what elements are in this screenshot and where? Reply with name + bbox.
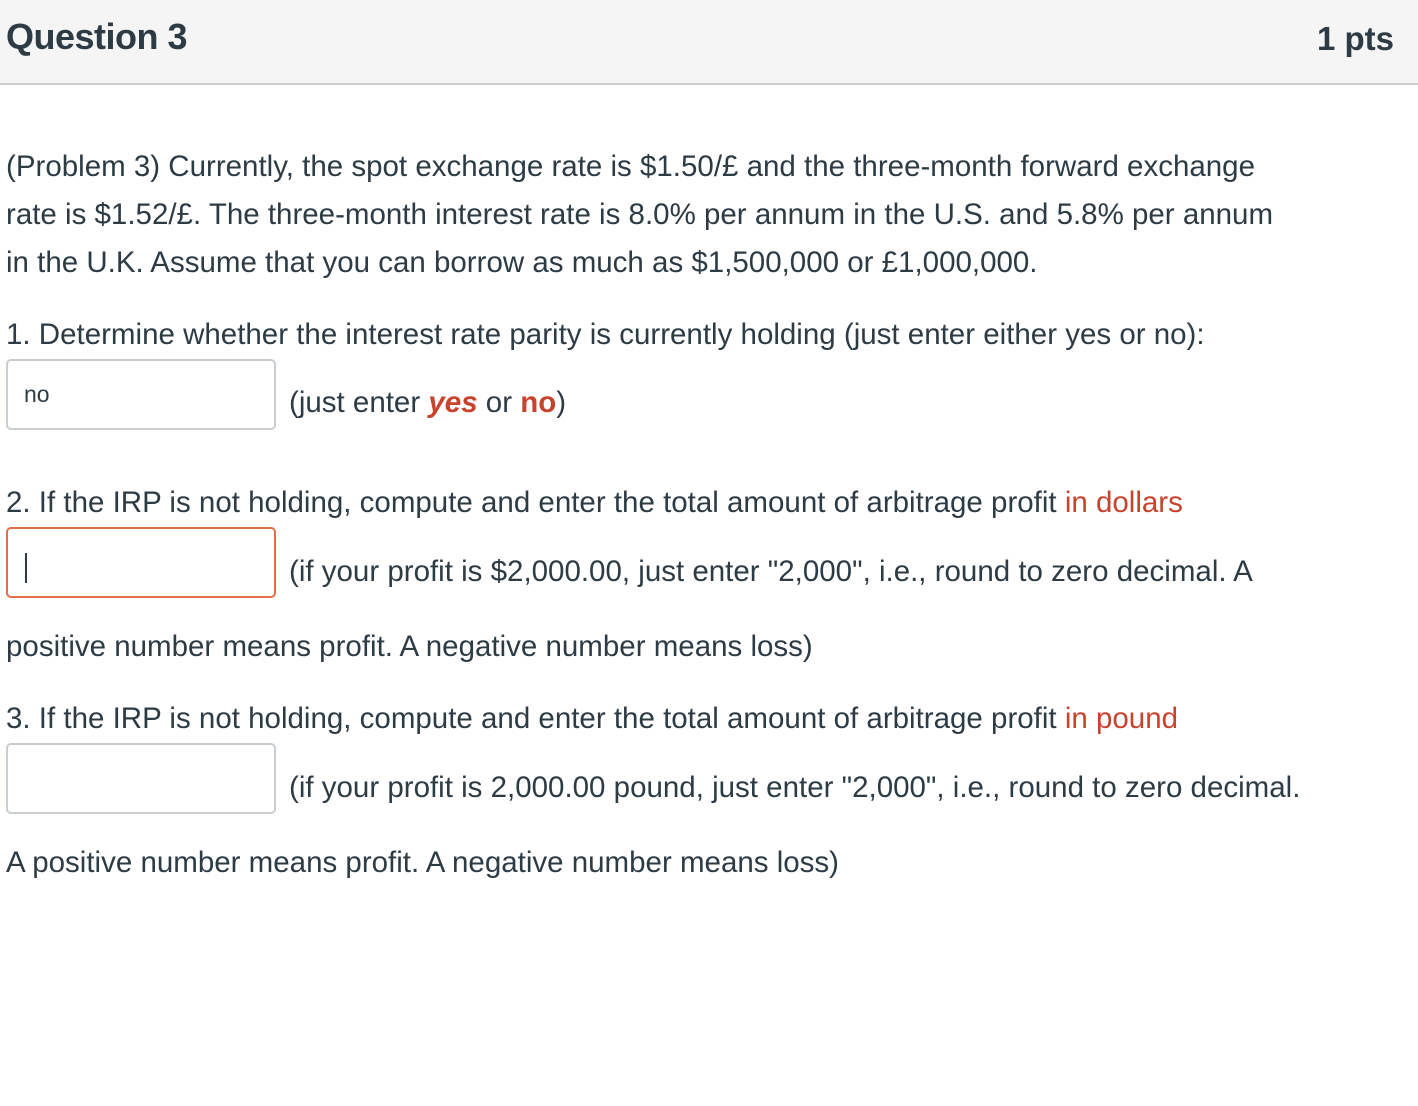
- part1-hint-close: ): [556, 386, 567, 419]
- question-header: [0, 0, 1418, 85]
- part1-hint: [289, 379, 566, 427]
- part2-hint-line-1: (if your profit is $2,000.00, just enter "2,000", i.e., round to zero decimal. A: [289, 555, 1253, 588]
- question-title: Question 3: [6, 16, 188, 57]
- part1-question: 1. Determine whether the interest rate parity is currently holding (just enter either yes or no):: [6, 318, 1205, 351]
- part1-hint-or: or: [477, 386, 521, 419]
- question-points: 1 pts: [1316, 20, 1394, 57]
- part2-question-highlight: in dollars: [1064, 486, 1183, 519]
- problem-text-line-3: in the U.K. Assume that you can borrow as much as $1,500,000 or £1,000,000.: [6, 246, 1038, 279]
- part3-question: [6, 695, 1178, 743]
- part3-answer-input[interactable]: [6, 743, 276, 814]
- part2-question: [6, 479, 1183, 527]
- part1-answer-input[interactable]: [6, 359, 276, 430]
- part3-hint-line-1: (if your profit is 2,000.00 pound, just enter "2,000", i.e., round to zero decimal.: [289, 771, 1301, 804]
- part3-question-highlight: in pound: [1064, 702, 1179, 735]
- part3-hint-line-2: A positive number means profit. A negative number means loss): [6, 846, 839, 879]
- problem-text-line-2: rate is $1.52/£. The three-month interest rate is 8.0% per annum in the U.S. and 5.8% per annum: [6, 198, 1274, 231]
- part1-hint-open: (just enter: [289, 386, 429, 419]
- part2-hint-line-2: positive number means profit. A negative number means loss): [6, 630, 813, 663]
- part2-answer-input[interactable]: [6, 527, 276, 598]
- part3-question-text: 3. If the IRP is not holding, compute and enter the total amount of arbitrage profit: [6, 702, 1065, 735]
- text-caret: [25, 553, 27, 583]
- part1-hint-yes: yes: [428, 386, 478, 419]
- part2-question-text: 2. If the IRP is not holding, compute and enter the total amount of arbitrage profit: [6, 486, 1065, 519]
- problem-text-line-1: (Problem 3) Currently, the spot exchange rate is $1.50/£ and the three-month forward exchange: [6, 150, 1255, 183]
- part1-hint-no: no: [520, 386, 557, 419]
